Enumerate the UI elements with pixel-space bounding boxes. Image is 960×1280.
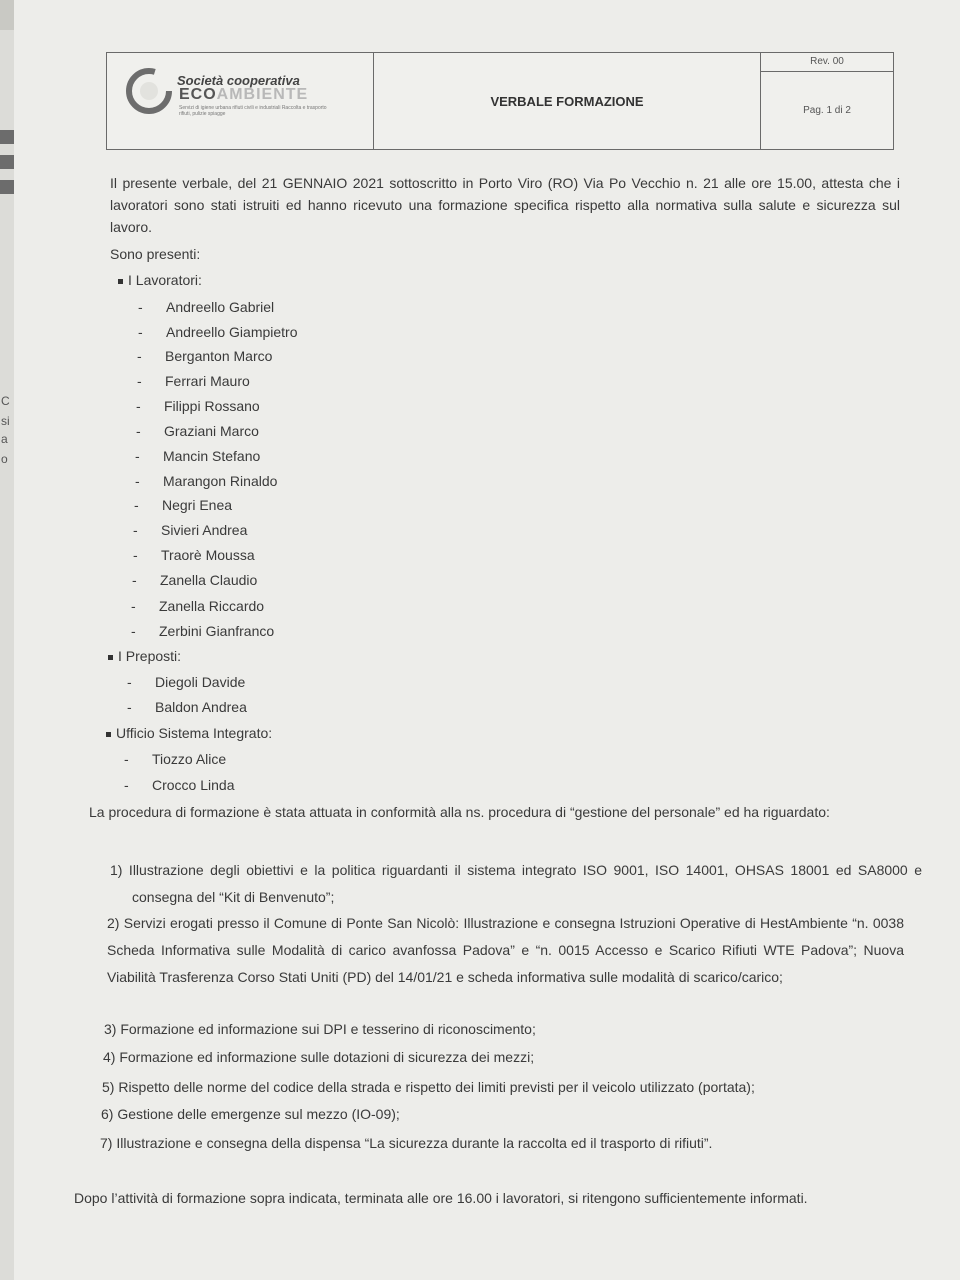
margin-fragment: si: [1, 414, 10, 428]
list-item: - Traorè Moussa: [133, 547, 255, 563]
procedure-item: 1) Illustrazione degli obiettivi e la politica riguardanti il sistema integrato ISO 9001, ISO 14001, OHSAS 18001 ed SA8000 e consegna del “Kit di Benvenuto”;: [110, 862, 922, 905]
strip-mark: [0, 130, 14, 144]
logo-cell: [107, 53, 374, 149]
revision-number: Rev. 00: [761, 53, 893, 72]
procedure-item: 7) Illustrazione e consegna della dispensa “La sicurezza durante la raccolta ed il trasporto di rifiuti”.: [100, 1135, 713, 1151]
group-label-text: Ufficio Sistema Integrato:: [116, 725, 273, 741]
closing-paragraph: Dopo l’attività di formazione sopra indicata, terminata alle ore 16.00 i lavoratori, si ritengono sufficientemente informati.: [74, 1190, 808, 1206]
list-item: - Filippi Rossano: [136, 398, 260, 414]
square-bullet-icon: [106, 732, 111, 737]
list-item: - Andreello Gabriel: [138, 299, 275, 315]
revision-cell: [761, 53, 893, 149]
procedure-item: 2) Servizi erogati presso il Comune di Ponte San Nicolò: Illustrazione e consegna Istruzioni Operative di HestAmbiente “n. 0038 Scheda Informativa sulle Modalità di carico avanfossa Padova” e “n. 0015 Accesso e Scarico Rifiuti WTE Padova”; Nuova Viabilità Trasferenza Corso Stati Uniti (PD) del 14/01/21 e scheda informativa sulle modalità di scarico/carico;: [107, 915, 904, 985]
page-number: Pag. 1 di 2: [803, 105, 851, 116]
procedure-item: 4) Formazione ed informazione sulle dotazioni di sicurezza dei mezzi;: [103, 1049, 535, 1065]
list-item: - Zanella Riccardo: [131, 598, 265, 614]
ecoambiente-logo-icon: [125, 67, 173, 115]
list-item: - Sivieri Andrea: [133, 522, 248, 538]
list-item: - Zanella Claudio: [132, 572, 258, 588]
document-page: [14, 0, 960, 1280]
margin-fragment: o: [1, 452, 8, 466]
group-label: [106, 725, 272, 741]
strip-mark: [0, 180, 14, 194]
company-eco: ECO: [179, 86, 217, 103]
list-item: - Zerbini Gianfranco: [131, 623, 275, 639]
square-bullet-icon: [118, 279, 123, 284]
adjacent-page-strip: [0, 30, 14, 1280]
group-label: [118, 272, 202, 288]
intro-paragraph: Il presente verbale, del 21 GENNAIO 2021 sottoscritto in Porto Viro (RO) Via Po Vecchio n. 21 alle ore 15.00, attesta che i lavoratori sono stati istruiti ed hanno ricevuto una formazione specifica rispetto alla normativa sulla salute e sicurezza sul lavoro.: [110, 175, 900, 235]
list-item: - Tiozzo Alice: [124, 751, 227, 767]
strip-mark: [0, 155, 14, 169]
group-label: [108, 648, 181, 664]
procedure-item: 5) Rispetto delle norme del codice della strada e rispetto dei limiti previsti per il veicolo utilizzato (portata);: [102, 1079, 755, 1095]
procedure-intro: La procedura di formazione è stata attuata in conformità alla ns. procedura di “gestione del personale” ed ha riguardato:: [89, 804, 830, 820]
document-title: VERBALE FORMAZIONE: [374, 53, 761, 149]
list-item: - Berganton Marco: [137, 348, 273, 364]
square-bullet-icon: [108, 655, 113, 660]
list-item: - Baldon Andrea: [127, 699, 247, 715]
document-header: [106, 52, 894, 150]
list-item: - Marangon Rinaldo: [135, 473, 278, 489]
company-name: [179, 86, 308, 104]
list-item: - Ferrari Mauro: [137, 373, 250, 389]
list-item: - Graziani Marco: [136, 423, 259, 439]
list-item: - Andreello Giampietro: [138, 324, 298, 340]
group-label-text: I Preposti:: [118, 648, 182, 664]
company-line: Società cooperativa: [177, 73, 300, 88]
present-label: Sono presenti:: [110, 246, 201, 262]
company-ambiente: AMBIENTE: [216, 86, 309, 103]
list-item: - Diegoli Davide: [127, 674, 246, 690]
list-item: - Negri Enea: [134, 497, 233, 513]
procedure-item: 6) Gestione delle emergenze sul mezzo (IO-09);: [101, 1106, 400, 1122]
group-label-text: I Lavoratori:: [128, 272, 202, 288]
list-item: - Mancin Stefano: [135, 448, 261, 464]
margin-fragment: C: [1, 394, 10, 408]
company-tagline: Servizi di igiene urbana rifiuti civili e industriali Raccolta e trasporto rifiuti, pulizie spiagge: [179, 105, 327, 117]
list-item: - Crocco Linda: [124, 777, 235, 793]
procedure-item: 3) Formazione ed informazione sui DPI e tesserino di riconoscimento;: [104, 1021, 536, 1037]
margin-fragment: a: [1, 432, 8, 446]
